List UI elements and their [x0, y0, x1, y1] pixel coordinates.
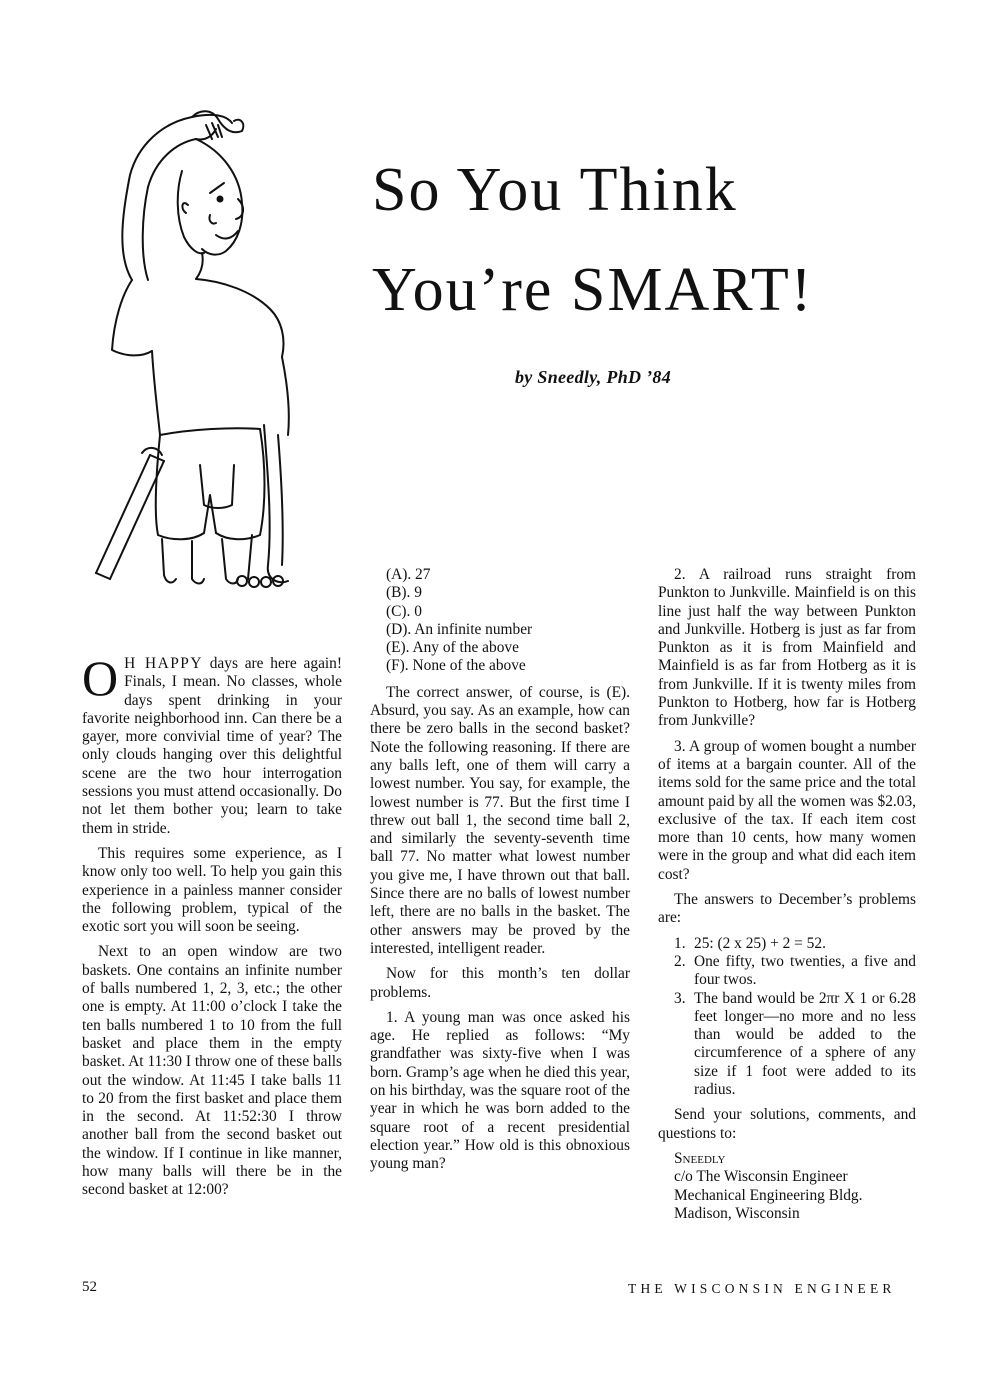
- title-line-1: So You Think: [372, 156, 738, 224]
- answer-text: 25: (2 x 25) + 2 = 52.: [694, 934, 826, 952]
- option-d: (D). An infinite number: [386, 620, 533, 638]
- magazine-name: THE WISCONSIN ENGINEER: [628, 1281, 896, 1296]
- address-line: Madison, Wisconsin: [674, 1204, 800, 1222]
- answer-number: 3.: [674, 989, 686, 1007]
- now-paragraph: Now for this month’s ten dollar problems.: [370, 965, 630, 1001]
- address-line: c/o The Wisconsin Engineer: [674, 1168, 848, 1186]
- column-1: [82, 650, 342, 1207]
- answer-item: [674, 953, 916, 990]
- answer-text: The band would be 2πr X 1 or 6.28 feet longer—no more and no less than would be added to the circumference of a sphere of any size if 1 foot were added to its radius.: [694, 989, 916, 1099]
- answer-text: One fifty, two twenties, a five and four twos.: [694, 952, 916, 989]
- send-solutions-paragraph: Send your solutions, comments, and questions to:: [658, 1106, 916, 1142]
- byline: by Sneedly, PhD ’84: [515, 367, 672, 387]
- problem-2: 2. A railroad runs straight from Punkton to Junkville. Mainfield is on this line just half the way between Punkton and Junkville. Hotberg is just as far from Punkton as it is from Mainfield and Mainfield is as far from Hotberg as it is from Junkville. If it is twenty miles from Punkton to Hotberg, how far is Hotberg from Junkville?: [658, 566, 916, 730]
- cartoon-scratching-head-illustration: [92, 95, 302, 595]
- answers-intro: The answers to December’s problems are:: [658, 891, 916, 927]
- article-title: [372, 140, 932, 340]
- page-number: 52: [82, 1279, 97, 1295]
- option-c: (C). 0: [386, 602, 422, 620]
- correct-answer-paragraph: The correct answer, of course, is (E). Absurd, you say. As an example, how can there be zero balls in the second basket? Note the following reasoning. If there are any balls left, one of them will carry a lowest number. You say, for example, the lowest number is 77. But the first time I threw out ball 1, the second time ball 2, and similarly the seventy-seventh time ball 77. No matter what lowest number you give me, I have thrown out that ball. Since there are no balls of lowest number left, there are no balls in the basket. The other answers may be proved by the interested, intelligent reader.: [370, 683, 630, 957]
- column-3: [658, 566, 916, 1223]
- drop-cap: O: [82, 650, 119, 706]
- baskets-problem-paragraph: Next to an open window are two baskets. One contains an infinite number of balls numbered 1, 2, 3, etc.; the other one is empty. At 11:00 o’clock I take the ten balls numbered 1 to 10 from the full basket and place them in the empty basket. At 11:30 I throw one of these balls out the window. At 11:45 I take balls 11 to 20 from the first basket and place them in the second. At 11:52:30 I throw another ball from the second basket out the window. If I continue in like manner, how many balls will there be in the second basket at 12:00?: [82, 943, 342, 1199]
- answer-number: 2.: [674, 952, 686, 970]
- answer-options: [370, 566, 630, 676]
- address-line: Mechanical Engineering Bldg.: [674, 1186, 863, 1204]
- intro-paragraph-text: days are here again! Finals, I mean. No classes, whole days spent drinking in your favorite neighborhood inn. Can there be a gayer, more convivial time of year? The only clouds hanging over this delightful scene are the two hour interrogation sessions you must attend occasionally. Do not let them bother you; learn to take them in stride.: [82, 655, 342, 837]
- option-f: (F). None of the above: [386, 657, 526, 675]
- problem-3: 3. A group of women bought a number of items at a bargain counter. All of the items sold for the same price and the total amount paid by all the women was $2.03, exclusive of the tax. If each item cost more than 10 cents, how many women were in the group and what did each item cost?: [658, 737, 916, 883]
- option-b: (B). 9: [386, 584, 422, 602]
- answer-item: [674, 990, 916, 1100]
- answer-item: [674, 935, 916, 953]
- mailing-address: [658, 1150, 916, 1223]
- option-a: (A). 27: [386, 566, 431, 583]
- lead-in: H HAPPY: [124, 655, 203, 672]
- problem-1: 1. A young man was once asked his age. He replied as follows: “My grandfather was sixty-five when I was born. Gramp’s age when he died this year, on his birthday, was the square root of the year in which he was born added to the square root of a recent presidential election year.” How old is this obnoxious young man?: [370, 1008, 630, 1173]
- experience-paragraph: This requires some experience, as I know only too well. To help you gain this experience in a painless manner consider the following problem, typical of the exotic sort you will soon be seeing.: [82, 844, 342, 936]
- column-2: [370, 566, 630, 1181]
- intro-paragraph: [82, 650, 342, 838]
- title-line-2: You’re SMART!: [372, 256, 814, 324]
- option-e: (E). Any of the above: [386, 639, 519, 657]
- address-name: Sneedly: [674, 1149, 726, 1167]
- answer-number: 1.: [674, 934, 686, 952]
- answers-list: [658, 935, 916, 1100]
